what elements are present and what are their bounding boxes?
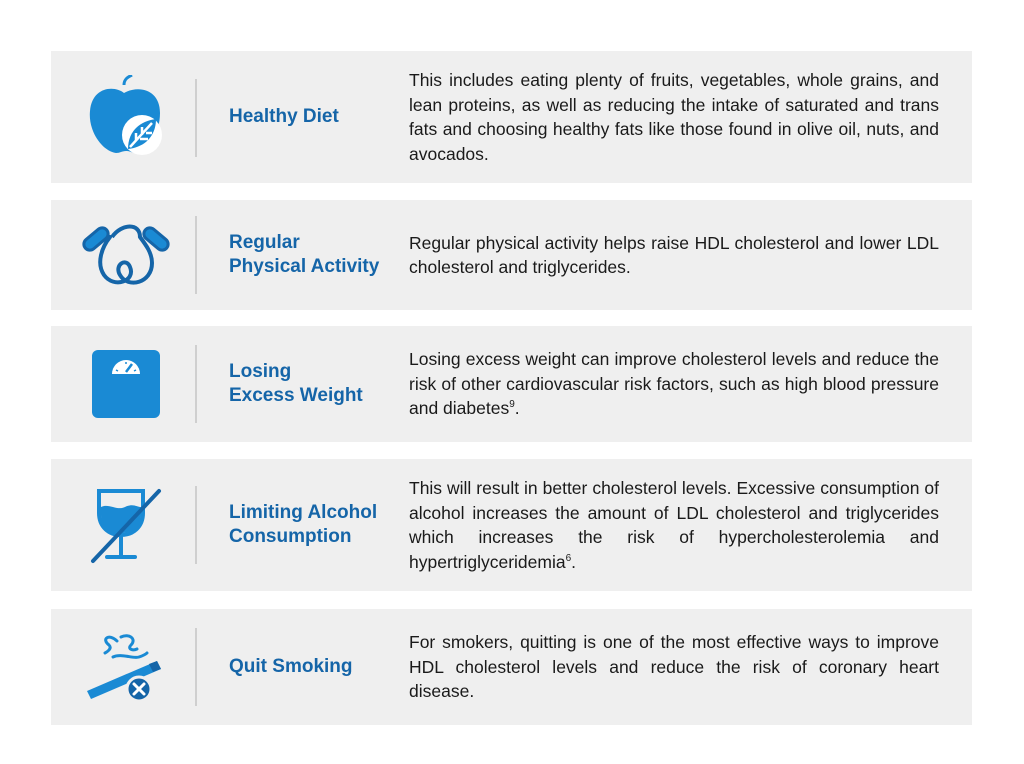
footnote-ref: 6: [565, 552, 572, 564]
item-title: [229, 92, 399, 142]
lifestyle-card-limiting-alcohol: [51, 459, 972, 591]
description-suffix: .: [514, 398, 520, 419]
description-body: This will result in better cholesterol levels. Excessive consumption of alcohol increases the amount of LDL cholesterol and triglycerides which increases the risk of hypercholesterolemia and hypertriglyceridemia: [409, 478, 939, 572]
apple-leaf-icon: [76, 67, 176, 167]
description-text: [409, 476, 939, 574]
divider: [195, 628, 197, 706]
lifestyle-card-physical-activity: [51, 200, 972, 310]
item-title: [229, 499, 399, 551]
description-text: Regular physical activity helps raise HDL cholesterol and lower LDL cholesterol and triglycerides.: [409, 232, 939, 277]
divider: [195, 79, 197, 157]
jump-rope-icon: [76, 210, 176, 300]
item-description: [409, 623, 939, 711]
weight-scale-icon: [76, 338, 176, 430]
item-title-line: Physical Activity: [229, 256, 380, 277]
item-title-line: Consumption: [229, 526, 352, 547]
divider: [195, 486, 197, 564]
item-title: [229, 229, 399, 281]
item-title: [229, 641, 399, 693]
item-title-line: Quit Smoking: [229, 656, 353, 677]
footnote-ref: 9: [509, 399, 515, 411]
item-title-line: Healthy Diet: [229, 106, 339, 127]
item-description: [409, 220, 939, 290]
item-description: [409, 340, 939, 428]
divider: [195, 345, 197, 423]
description-suffix: .: [571, 551, 577, 572]
item-title-line: Losing: [229, 361, 292, 382]
description-text: For smokers, quitting is one of the most effective ways to improve HDL cholesterol levels and reduce the risk of coronary heart disease.: [409, 632, 939, 702]
description-text: [409, 347, 939, 421]
item-description: [409, 475, 939, 575]
lifestyle-card-quit-smoking: [51, 609, 972, 725]
divider: [195, 216, 197, 294]
item-title: [229, 358, 399, 410]
no-alcohol-icon: [76, 475, 176, 575]
lifestyle-card-excess-weight: [51, 326, 972, 442]
lifestyle-card-healthy-diet: [51, 51, 972, 183]
description-text: This includes eating plenty of fruits, vegetables, whole grains, and lean proteins, as well as reducing the intake of saturated and trans fats and choosing healthy fats like those found in olive oil, nuts, and avocados.: [409, 70, 939, 164]
no-smoking-icon: [76, 621, 176, 713]
item-title-line: Limiting Alcohol: [229, 502, 378, 523]
item-description: [409, 67, 939, 167]
description-body: Losing excess weight can improve cholesterol levels and reduce the risk of other cardiovascular risk factors, such as high blood pressure and diabetes: [409, 349, 939, 419]
item-title-line: Excess Weight: [229, 385, 363, 406]
item-title-line: Regular: [229, 232, 300, 253]
